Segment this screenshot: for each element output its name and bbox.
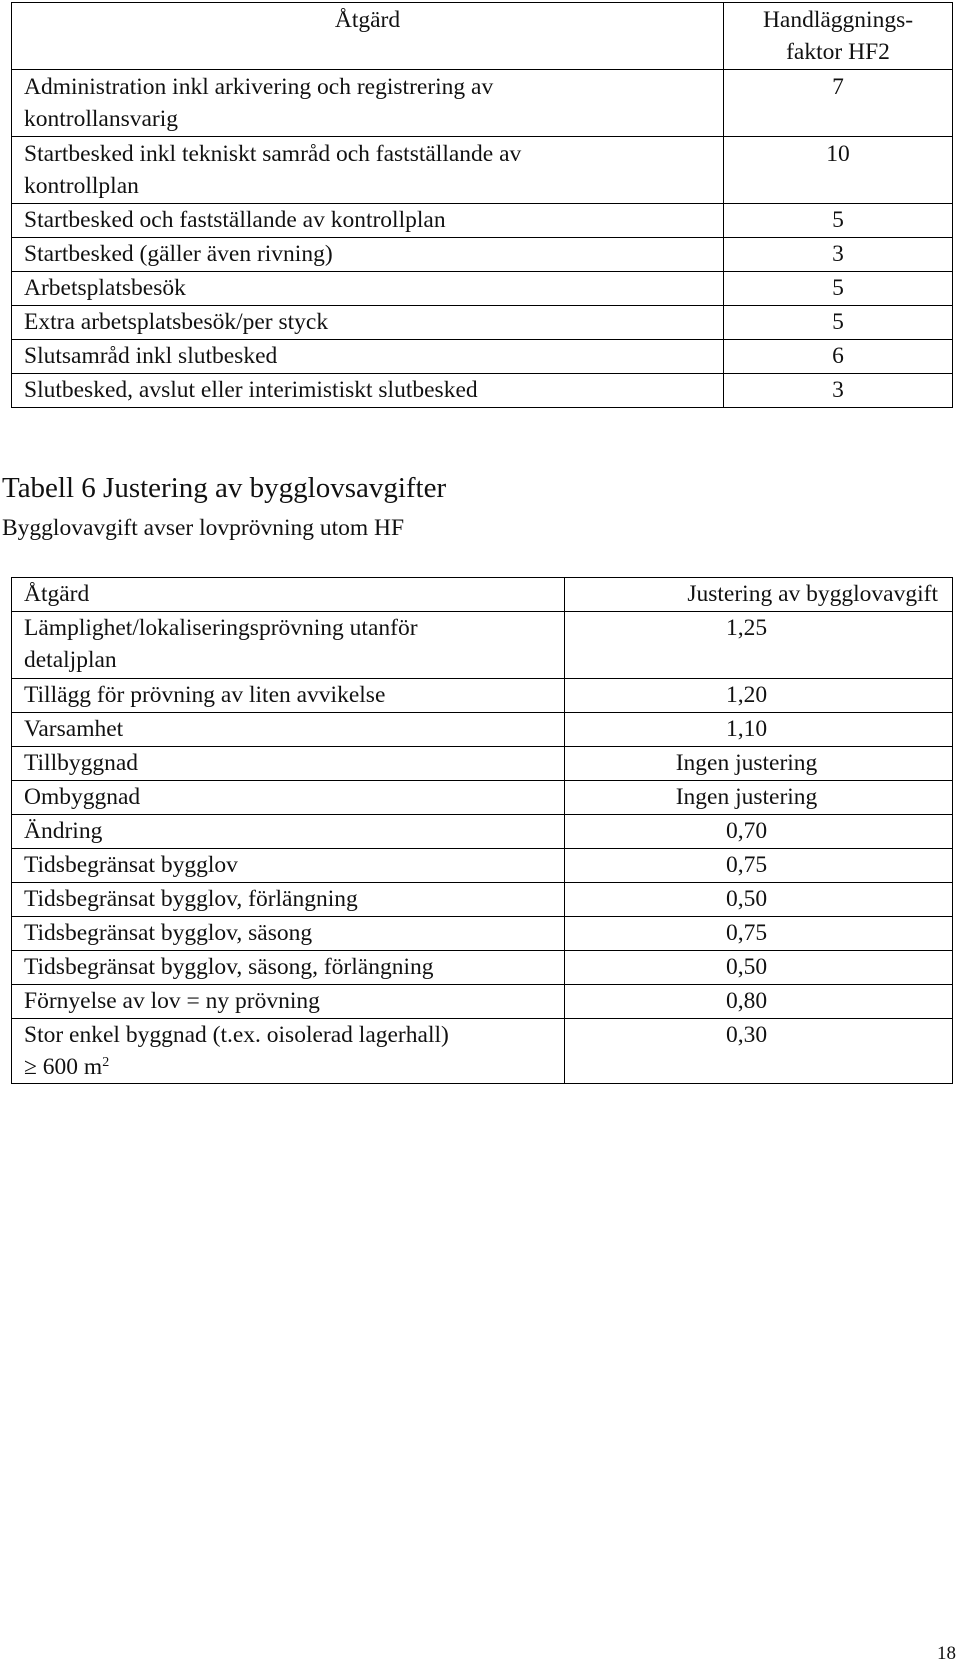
- row-action: [12, 137, 724, 204]
- handlaggningsfaktor-table: [11, 2, 953, 408]
- row-value: 1,20: [565, 679, 953, 713]
- row-action: Förnyelse av lov = ny prövning: [12, 985, 565, 1019]
- row-value: 6: [724, 340, 953, 374]
- table-row: [12, 815, 953, 849]
- row-action: Tillbyggnad: [12, 747, 565, 781]
- table-row: [12, 1019, 953, 1084]
- row-value: 0,30: [565, 1019, 953, 1084]
- table-row: [12, 985, 953, 1019]
- row-action: Varsamhet: [12, 713, 565, 747]
- table-row: [12, 70, 953, 137]
- row-action-line1: Stor enkel byggnad (t.ex. oisolerad lagerhall): [24, 1022, 449, 1048]
- column-header-action: Åtgärd: [12, 578, 565, 612]
- column-header-action: Åtgärd: [12, 3, 724, 70]
- table-header-row: [12, 578, 953, 612]
- row-action: Startbesked (gäller även rivning): [12, 238, 724, 272]
- row-action: Ändring: [12, 815, 565, 849]
- row-action: Tidsbegränsat bygglov, förlängning: [12, 883, 565, 917]
- row-value: 1,25: [565, 612, 953, 679]
- table-row: [12, 747, 953, 781]
- table-row: [12, 340, 953, 374]
- row-value: 10: [724, 137, 953, 204]
- row-action-line1: Administration inkl arkivering och registrering av: [24, 74, 494, 100]
- row-value: 5: [724, 306, 953, 340]
- row-action-line2: detaljplan: [24, 647, 117, 673]
- row-action: [12, 612, 565, 679]
- table-row: [12, 849, 953, 883]
- row-action: Startbesked och fastställande av kontrollplan: [12, 204, 724, 238]
- row-value: Ingen justering: [565, 747, 953, 781]
- column-header-factor-line1: Handläggnings-: [762, 7, 914, 33]
- row-action: Slutbesked, avslut eller interimistiskt slutbesked: [12, 374, 724, 408]
- table-row: [12, 713, 953, 747]
- row-action-line2: kontrollansvarig: [24, 106, 179, 132]
- table-row: [12, 781, 953, 815]
- column-header-factor: [724, 3, 953, 70]
- row-value: 5: [724, 204, 953, 238]
- row-action: Tidsbegränsat bygglov: [12, 849, 565, 883]
- row-action: [12, 1019, 565, 1084]
- table-row: [12, 272, 953, 306]
- row-value: 0,75: [565, 849, 953, 883]
- table-row: [12, 238, 953, 272]
- row-value: 7: [724, 70, 953, 137]
- row-value: 0,50: [565, 951, 953, 985]
- row-action-line2: [24, 1051, 564, 1083]
- column-header-adjustment: Justering av bygglovavgift: [565, 578, 953, 612]
- table-row: [12, 204, 953, 238]
- row-action: [12, 70, 724, 137]
- table-row: [12, 306, 953, 340]
- row-value: 3: [724, 374, 953, 408]
- table-row: [12, 137, 953, 204]
- table-row: [12, 612, 953, 679]
- row-value: 0,70: [565, 815, 953, 849]
- table-header-row: [12, 3, 953, 70]
- row-action-line1: Lämplighet/lokaliseringsprövning utanför: [24, 615, 418, 641]
- row-value: Ingen justering: [565, 781, 953, 815]
- row-value: 1,10: [565, 713, 953, 747]
- page-number: 18: [937, 1643, 956, 1664]
- table-row: [12, 374, 953, 408]
- row-action: Tillägg för prövning av liten avvikelse: [12, 679, 565, 713]
- bygglov-justering-table: [11, 577, 953, 1084]
- table-caption-title: Tabell 6 Justering av bygglovsavgifter: [2, 472, 447, 504]
- row-action: Slutsamråd inkl slutbesked: [12, 340, 724, 374]
- table-row: [12, 917, 953, 951]
- area-threshold-text: ≥ 600 m: [24, 1054, 103, 1080]
- row-value: 0,80: [565, 985, 953, 1019]
- table-caption-subtitle: Bygglovavgift avser lovprövning utom HF: [2, 515, 405, 541]
- row-value: 0,75: [565, 917, 953, 951]
- row-action-line2: kontrollplan: [24, 173, 139, 199]
- row-action-line1: Startbesked inkl tekniskt samråd och fastställande av: [24, 141, 522, 167]
- column-header-factor-line2: faktor HF2: [786, 39, 890, 65]
- row-action: Extra arbetsplatsbesök/per styck: [12, 306, 724, 340]
- row-value: 0,50: [565, 883, 953, 917]
- row-action: Arbetsplatsbesök: [12, 272, 724, 306]
- table-row: [12, 883, 953, 917]
- row-value: 3: [724, 238, 953, 272]
- row-action: Tidsbegränsat bygglov, säsong, förlängning: [12, 951, 565, 985]
- superscript-two: 2: [102, 1055, 110, 1070]
- table-row: [12, 951, 953, 985]
- row-action: Ombyggnad: [12, 781, 565, 815]
- row-action: Tidsbegränsat bygglov, säsong: [12, 917, 565, 951]
- row-value: 5: [724, 272, 953, 306]
- table-row: [12, 679, 953, 713]
